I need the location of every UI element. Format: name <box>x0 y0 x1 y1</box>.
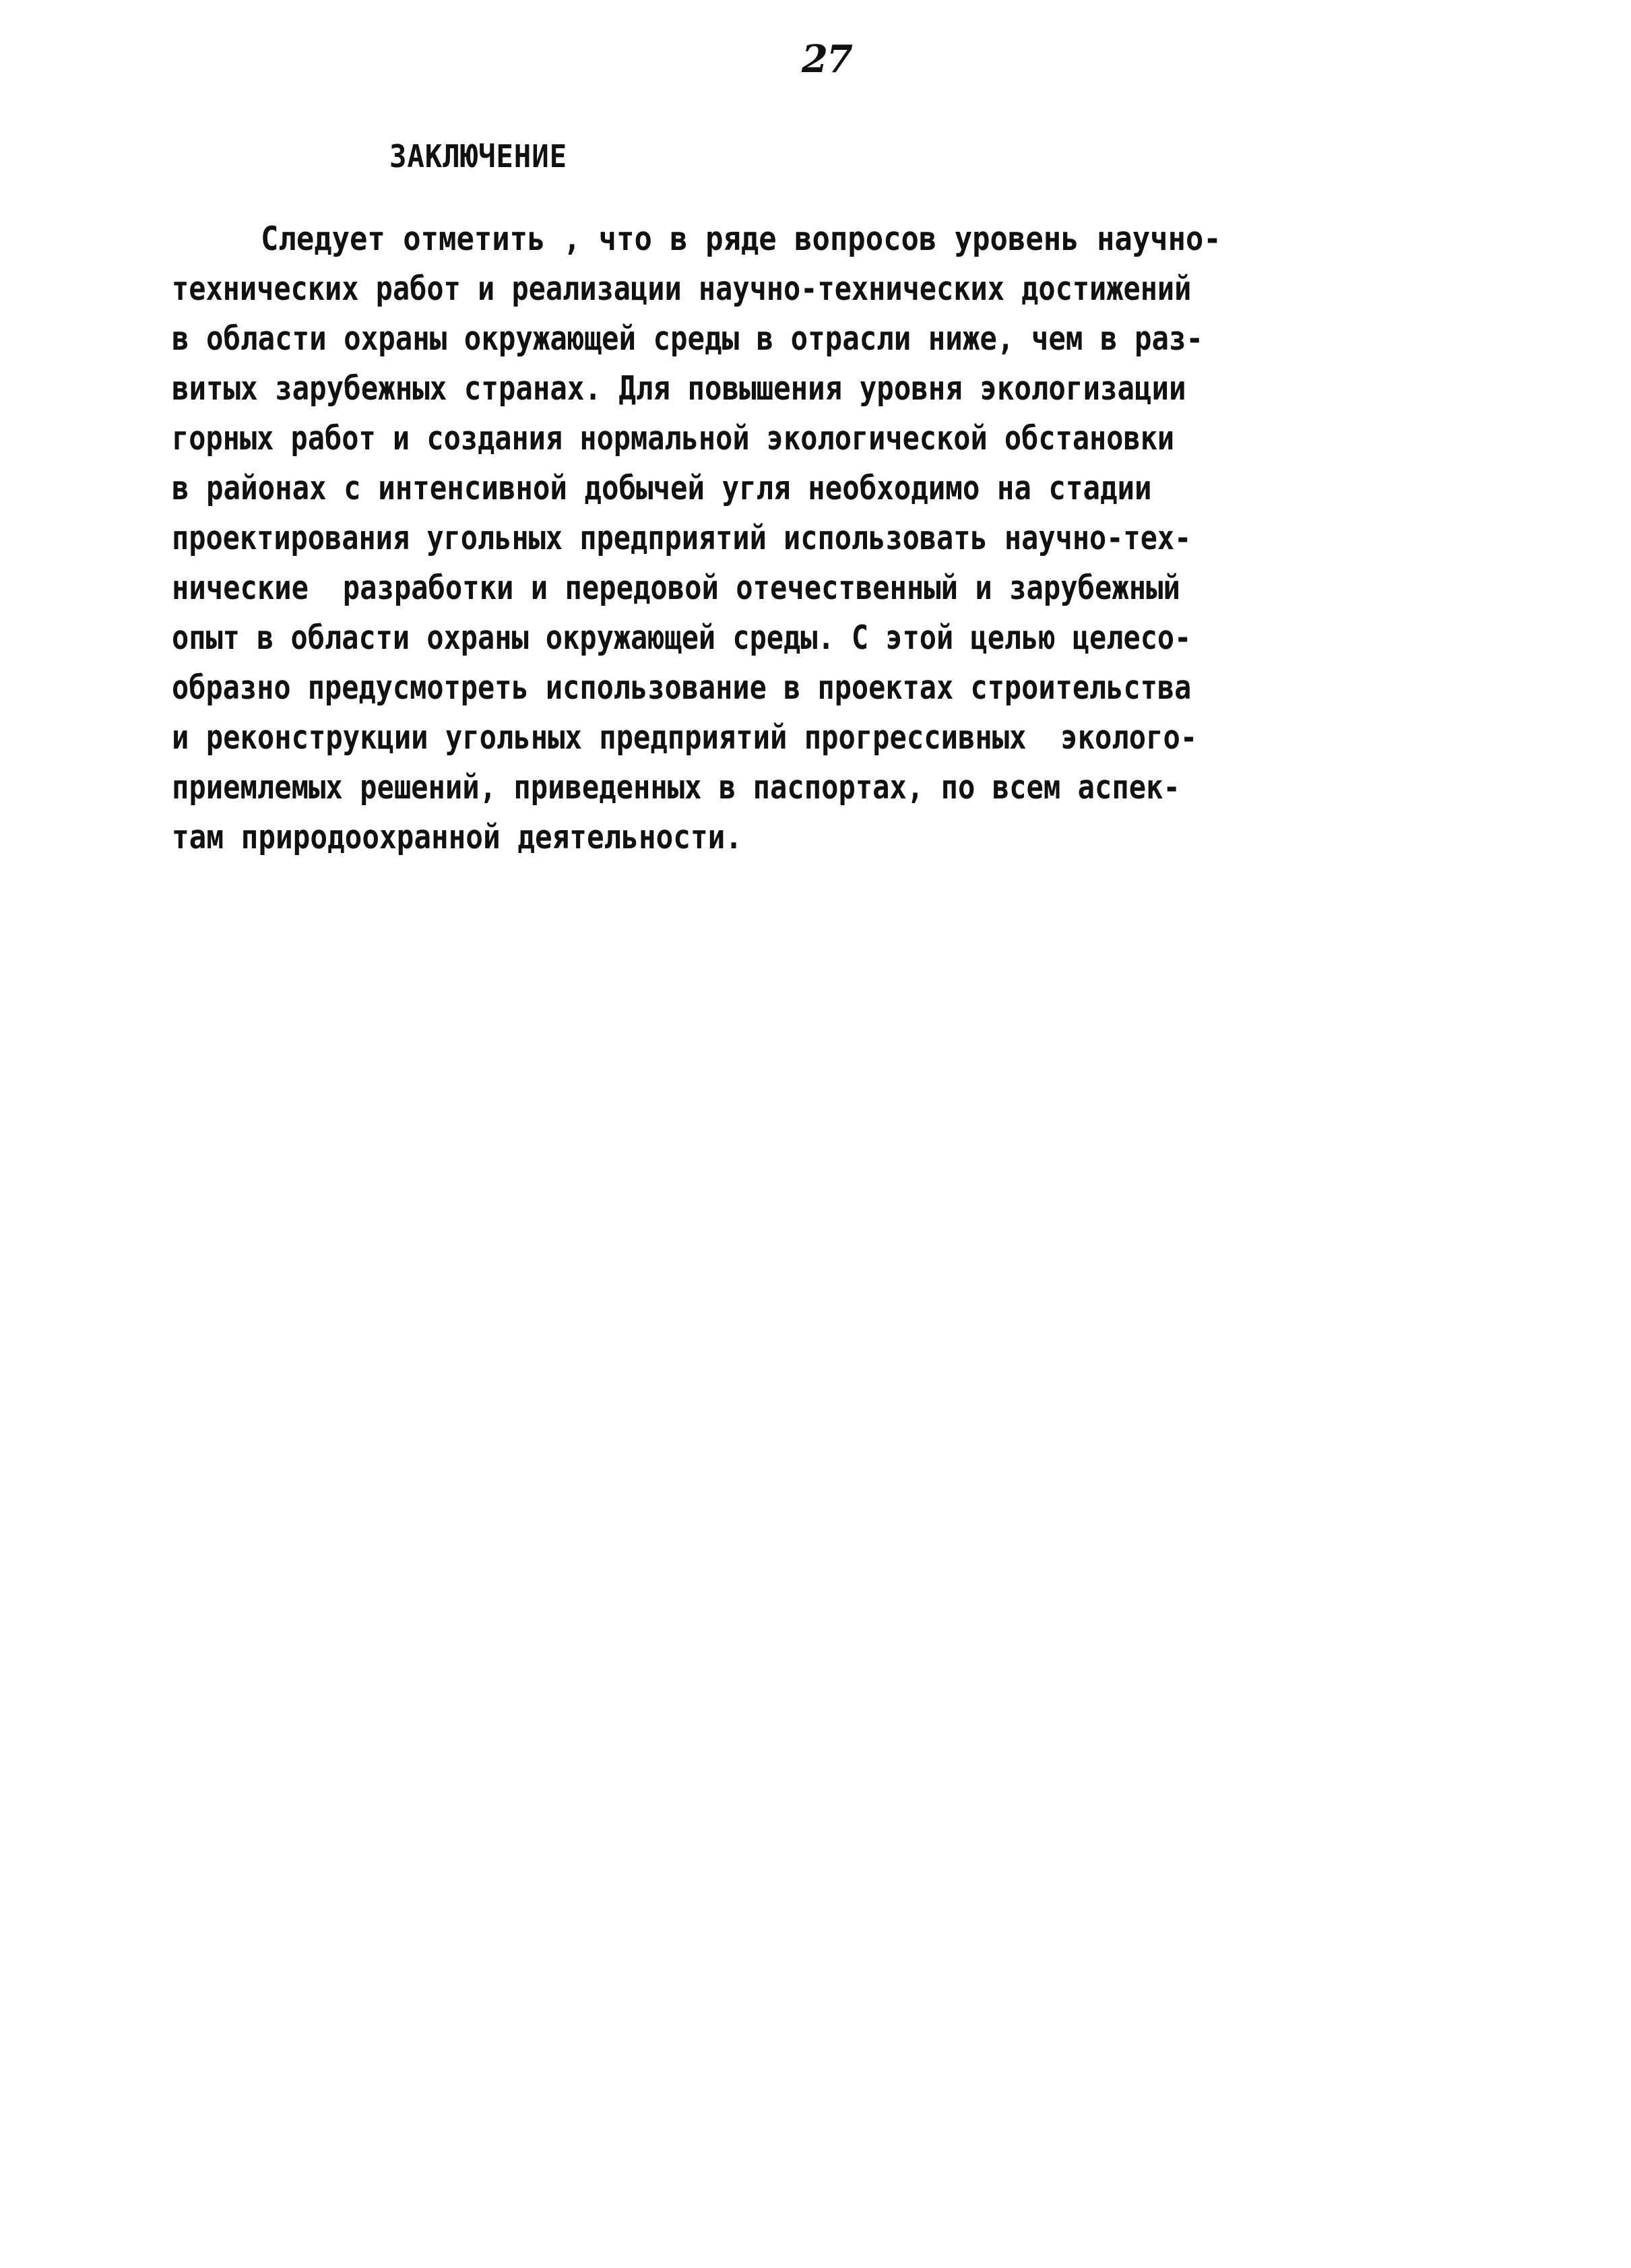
paragraph-line: Следует отметить , что в ряде вопросов уровень научно- <box>172 220 1221 258</box>
paragraph-line: витых зарубежных странах. Для повышения уровня экологизации <box>172 369 1186 408</box>
paragraph-line: в районах с интенсивной добычей угля необходимо на стадии <box>172 469 1152 507</box>
paragraph-line: горных работ и создания нормальной экологической обстановки <box>172 419 1175 458</box>
body-paragraph <box>172 214 1479 862</box>
paragraph-line: и реконструкции угольных предприятий прогрессивных эколого- <box>172 718 1198 757</box>
paragraph-line: там природоохранной деятельности. <box>172 818 742 856</box>
paragraph-line: нические разработки и передовой отечественный и зарубежный <box>172 569 1180 607</box>
paragraph-line: опыт в области охраны окружающей среды. С этой целью целесо- <box>172 619 1192 657</box>
section-heading: ЗАКЛЮЧЕНИЕ <box>389 138 567 175</box>
paragraph-line: приемлемых решений, приведенных в паспортах, по всем аспек- <box>172 768 1180 807</box>
paragraph-line: технических работ и реализации научно-технических достижений <box>172 270 1192 308</box>
paragraph-line: образно предусмотреть использование в проектах строительства <box>172 668 1192 707</box>
paragraph-line: в области охраны окружающей среды в отрасли ниже, чем в раз- <box>172 319 1204 358</box>
page-number: 27 <box>802 37 852 82</box>
paragraph-line: проектирования угольных предприятий использовать научно-тех- <box>172 519 1192 557</box>
